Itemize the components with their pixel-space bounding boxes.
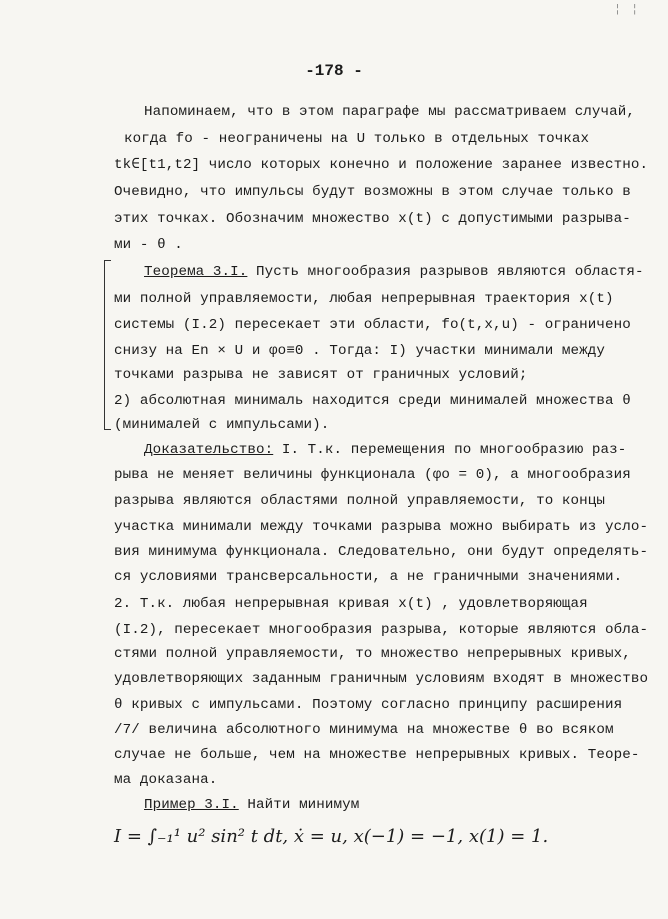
proof-line: I. Т.к. перемещения по многообразию раз- bbox=[273, 442, 627, 458]
proof-line: стями полной управляемости, то множество непрерывных кривых, bbox=[114, 646, 631, 662]
proof-line: случае не больше, чем на множестве непрерывных кривых. Теоре- bbox=[114, 747, 640, 763]
proof-line: θ кривых с импульсами. Поэтому согласно принципу расширения bbox=[114, 697, 623, 713]
theorem-bracket bbox=[104, 260, 111, 430]
proof-line: вия минимума функционала. Следовательно, они будут определять- bbox=[114, 544, 649, 560]
theorem-first-line bbox=[144, 263, 644, 281]
paragraph-line: ми - θ . bbox=[114, 237, 183, 253]
theorem-line: 2) абсолютная минималь находится среди минималей множества θ bbox=[114, 393, 631, 409]
corner-mark: ¦ ¦ bbox=[614, 4, 640, 16]
proof-line: ма доказана. bbox=[114, 772, 218, 788]
theorem-line: системы (I.2) пересекает эти области, fo(t,x,u) - ограничено bbox=[114, 317, 631, 333]
proof-first-line bbox=[144, 441, 626, 459]
proof-line: рыва не меняет величины функционала (φo = 0), а многообразия bbox=[114, 467, 631, 483]
paragraph-line: этих точках. Обозначим множество x(t) с допустимыми разрыва- bbox=[114, 211, 631, 227]
example-heading bbox=[144, 796, 359, 814]
proof-line: /7/ величина абсолютного минимума на множестве θ во всяком bbox=[114, 722, 614, 738]
example-formula: I = ∫₋₁¹ u² sin² t dt, ẋ = u, x(−1) = −1, x(1) = 1. bbox=[114, 826, 549, 847]
theorem-line: ми полной управляемости, любая непрерывная траектория x(t) bbox=[114, 291, 614, 307]
example-rest: Найти минимум bbox=[238, 797, 360, 813]
example-title: Пример 3.I. bbox=[144, 797, 239, 813]
proof-line: 2. Т.к. любая непрерывная кривая x(t) , удовлетворяющая bbox=[114, 596, 588, 612]
paragraph-line: Очевидно, что импульсы будут возможны в этом случае только в bbox=[114, 184, 631, 200]
proof-title: Доказательство: bbox=[144, 442, 274, 458]
paragraph-line: когда fo - неограничены на U только в отдельных точках bbox=[124, 131, 590, 147]
theorem-line: Пусть многообразия разрывов являются областя- bbox=[247, 264, 644, 280]
proof-line: (I.2), пересекает многообразия разрыва, которые являются обла- bbox=[114, 622, 649, 638]
theorem-line: (минималей с импульсами). bbox=[114, 417, 330, 433]
page-number: -178 - bbox=[305, 62, 363, 80]
proof-line: удовлетворяющих заданным граничным условиям входят в множество bbox=[114, 671, 649, 687]
proof-line: ся условиями трансверсальности, а не граничными значениями. bbox=[114, 569, 623, 585]
paragraph-line: Напоминаем, что в этом параграфе мы рассматриваем случай, bbox=[144, 104, 635, 120]
proof-line: участка минимали между точками разрыва можно выбирать из усло- bbox=[114, 519, 649, 535]
theorem-title: Теорема 3.I. bbox=[144, 264, 248, 280]
theorem-line: точками разрыва не зависят от граничных условий; bbox=[114, 367, 528, 383]
proof-line: разрыва являются областями полной управляемости, то концы bbox=[114, 493, 605, 509]
theorem-line: снизу на En × U и φo≡0 . Тогда: I) участки минимали между bbox=[114, 343, 605, 359]
paragraph-line: tk∈[t1,t2] число которых конечно и положение заранее известно. bbox=[114, 157, 649, 173]
